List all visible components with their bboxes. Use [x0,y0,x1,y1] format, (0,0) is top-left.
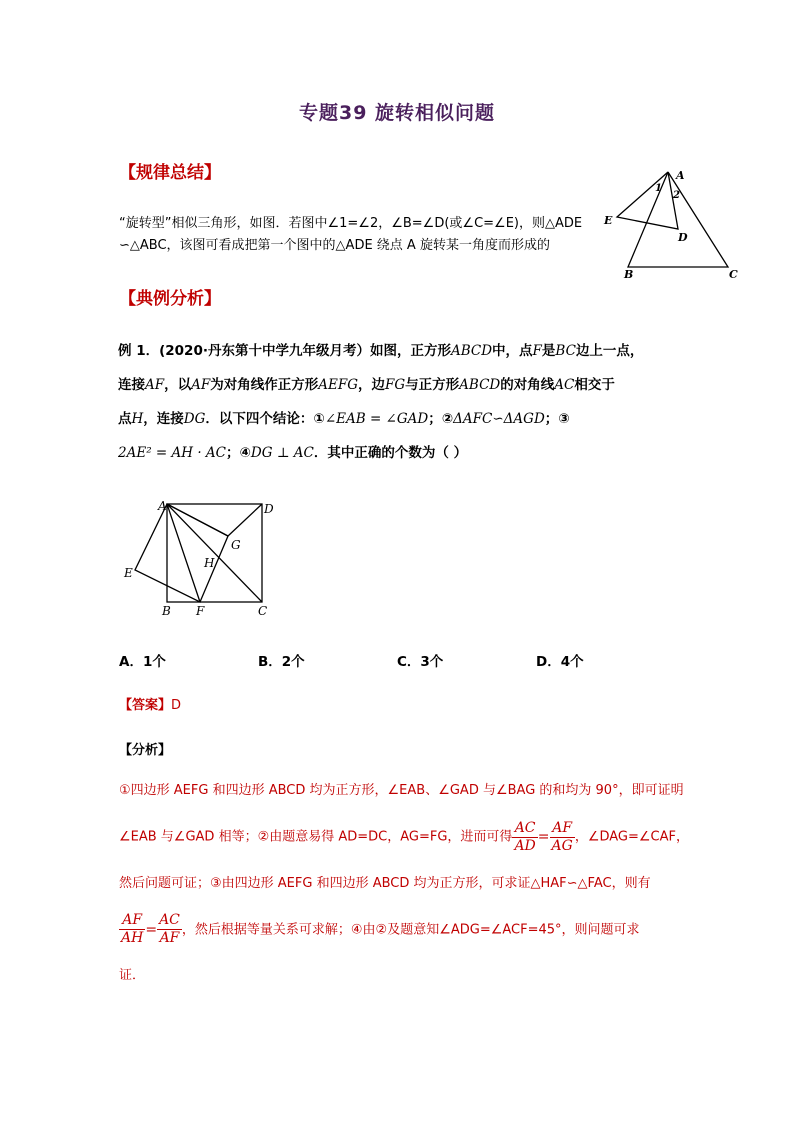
rule-line-1: “旋转型”相似三角形，如图．若图中∠1=∠2，∠B=∠D(或∠C=∠E)，则△ADE [119,216,583,231]
label-h: H [204,556,215,570]
analysis-body [119,768,699,999]
example-line-2: 连接AF，以AF为对角线作正方形AEFG，边FG与正方形ABCD的对角线AC相交于 [118,377,615,393]
answer-label: 【答案】 [119,698,172,713]
section-heading-examples: 【典例分析】 [119,289,221,309]
rotation-similar-triangles-figure [600,166,750,281]
option-d: D．4个 [536,654,584,670]
label-f: F [196,604,205,618]
analysis-line-5: 证． [119,968,146,983]
example-line-3: 点H，连接DG．以下四个结论：①∠EAB = ∠GAD；②ΔAFC∽ΔAGD；③ [118,411,570,427]
answer-value: D [171,698,182,713]
section-heading-rules: 【规律总结】 [119,163,221,183]
label-b: B [624,268,634,281]
rule-summary [119,214,609,256]
example-line-4: 2AE² = AH · AC；④DG ⊥ AC．其中正确的个数为（ ） [118,445,468,461]
rule-line-2: ∽△ABC，该图可看成把第一个图中的△ADE 绕点 A 旋转某一角度而形成的 [119,238,550,253]
square-geometry-figure [118,494,288,622]
label-d: D [678,231,688,244]
segment-dg [228,504,262,536]
label-c: C [258,604,268,618]
label-g: G [231,538,241,552]
diagonal-ac [167,504,262,602]
label-a: A [158,499,167,513]
option-c: C．3个 [397,654,444,670]
analysis-label: 【分析】 [119,743,172,758]
label-b: B [162,604,171,618]
label-e: E [124,566,133,580]
label-e: E [604,214,613,227]
analysis-line-3: 然后问题可证；③由四边形 AEFG 和四边形 ABCD 均为正方形，可求证△HAF∽△FAC，则有 [119,875,651,891]
triangle-abc [628,172,728,267]
label-c: C [729,268,738,281]
page-title: 专题39 旋转相似问题 [298,102,496,124]
option-a: A．1个 [119,654,166,670]
label-d: D [264,502,274,516]
analysis-line-4: $\frac{AF}{AH}$ = $\frac{AC}{AF}$ ，然后根据等量关系可求解；④由②及题意知∠ADG=∠ACF=45°，则问题可求 [121,912,640,946]
label-angle-1: 1 [655,183,662,194]
answer-row [119,694,181,713]
option-b: B．2个 [258,654,305,670]
example-1-problem [118,334,698,470]
analysis-line-1: ①四边形 AEFG 和四边形 ABCD 均为正方形，∠EAB、∠GAD 与∠BAG 的和均为 90°，即可证明 [119,783,684,798]
example-line-1: 例 1．(2020·丹东第十中学九年级月考）如图，正方形ABCD中，点F是BC边上一点， [118,343,644,359]
label-a: A [676,169,685,182]
label-angle-2: 2 [673,190,680,201]
analysis-line-2: ∠EAB 与∠GAD 相等；②由题意易得 AD=DC，AG=FG，进而可得 $\frac{AC}{AD}$ = $\frac{AF}{AG}$ ，∠DAG=∠CAF， [119,819,689,854]
